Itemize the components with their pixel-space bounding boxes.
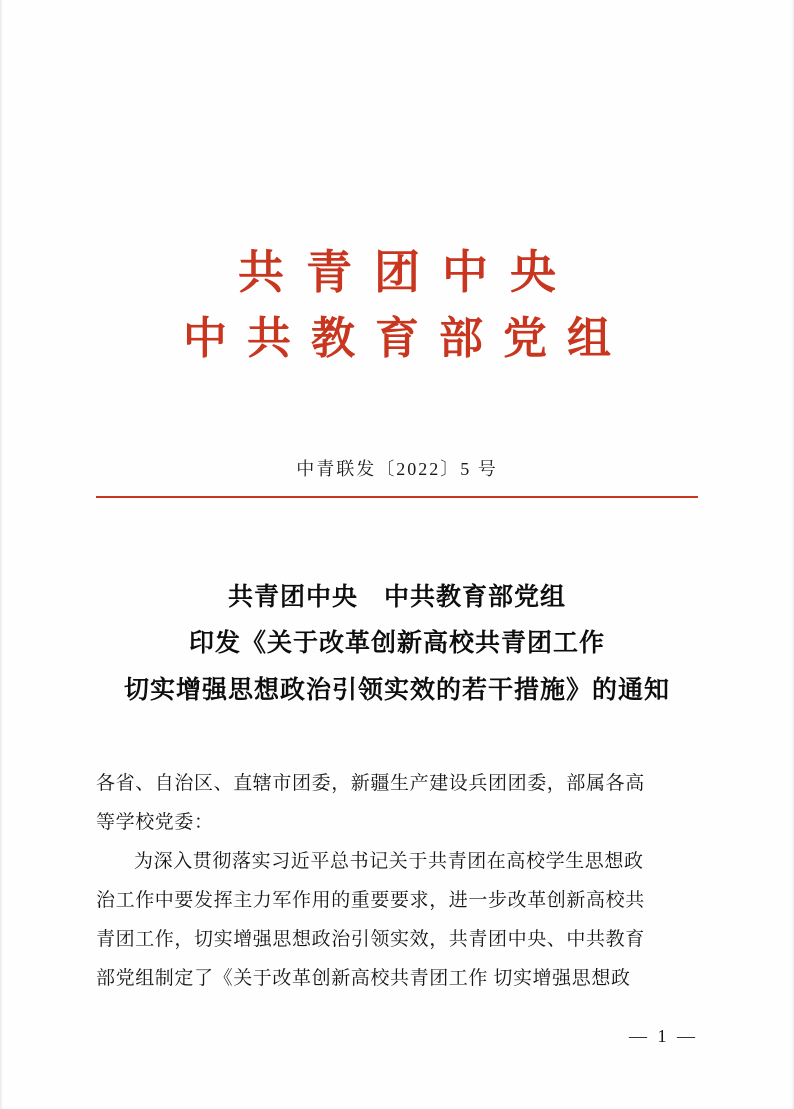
document-number: 中青联发〔2022〕5 号 xyxy=(296,459,498,479)
body-paragraph-4: 治工作中要发挥主力军作用的重要要求，进一步改革创新高校共 xyxy=(96,889,645,911)
body-paragraph-5: 青团工作，切实增强思想政治引领实效，共青团中央、中共教育 xyxy=(96,928,645,950)
title-line-1: 共青团中央 中共教育部党组 xyxy=(227,584,566,611)
letterhead-line-2: 中共教育部党组 xyxy=(183,313,631,363)
body-paragraph-3: 为深入贯彻落实习近平总书记关于共青团在高校学生思想政 xyxy=(134,850,644,872)
page-number: — 1 — xyxy=(629,1026,698,1046)
document-body xyxy=(96,765,698,999)
letterhead-line-1: 共青团中央 xyxy=(238,247,578,298)
body-paragraph-1: 各省、自治区、直辖市团委，新疆生产建设兵团团委，部属各高 xyxy=(96,773,645,794)
body-paragraph-2: 等学校党委： xyxy=(96,811,214,833)
body-paragraph-6: 部党组制定了《关于改革创新高校共青团工作 切实增强思想政 xyxy=(96,967,631,989)
title-line-2: 印发《关于改革创新高校共青团工作 xyxy=(188,630,605,658)
red-divider-rule xyxy=(96,496,698,498)
scan-edge-left xyxy=(0,0,3,1109)
document-title xyxy=(96,575,698,714)
title-line-3: 切实增强思想政治引领实效的若干措施》的通知 xyxy=(123,676,670,704)
letterhead xyxy=(0,240,794,370)
